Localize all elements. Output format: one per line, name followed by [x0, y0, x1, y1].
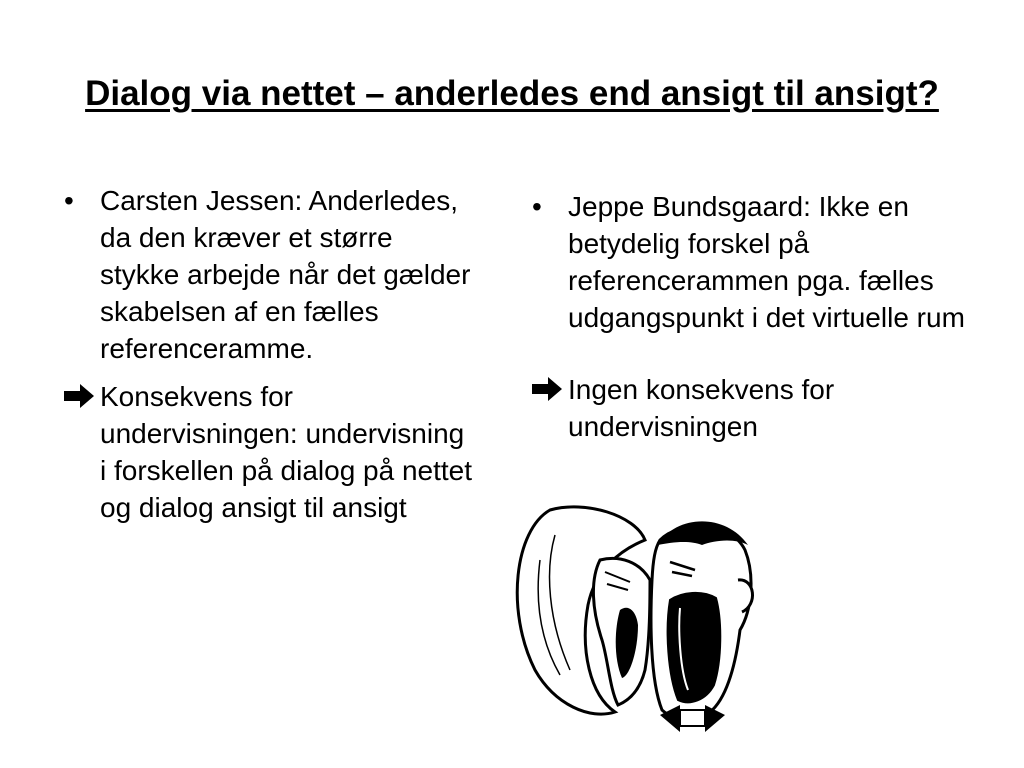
slide-title: Dialog via nettet – anderledes end ansigt til ansigt?	[85, 74, 939, 113]
left-bullet-item	[62, 182, 474, 367]
arrow-right-icon	[530, 372, 568, 415]
left-arrow-item	[62, 378, 474, 526]
left-bullet-text: Carsten Jessen: Anderledes, da den kræver et større stykke arbejde når det gælder skabelsen af en fælles referenceramme.	[100, 185, 471, 364]
right-bullet-text: Jeppe Bundsgaard: Ikke en betydelig forskel på referencerammen pga. fælles udgangspunkt i det virtuelle rum	[568, 191, 965, 333]
bullet-marker: •	[64, 185, 74, 216]
right-arrow-text: Ingen konsekvens for undervisningen	[568, 374, 835, 442]
left-arrow-text: Konsekvens for undervisningen: undervisning i forskellen på dialog på nettet og dialog ansigt til ansigt	[100, 381, 473, 523]
right-column	[530, 188, 970, 445]
left-column	[62, 182, 474, 526]
right-arrow-item	[530, 371, 970, 445]
right-bullet-item	[530, 188, 970, 336]
arrow-right-icon	[62, 379, 100, 422]
two-people-shouting-icon	[510, 500, 760, 740]
bullet-marker: •	[532, 191, 542, 222]
